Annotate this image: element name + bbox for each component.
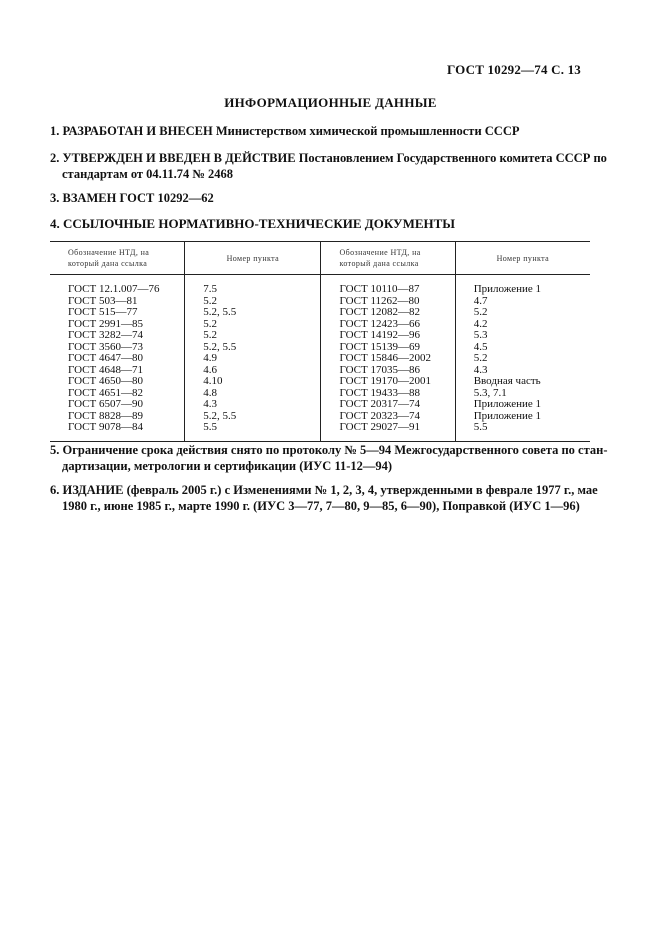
table-row: [50, 307, 590, 319]
doc-cell: ГОСТ 3282—74: [68, 329, 143, 341]
reference-documents-table: [50, 241, 590, 442]
document-title: ИНФОРМАЦИОННЫЕ ДАННЫЕ: [224, 95, 437, 110]
table-row: [50, 399, 590, 411]
info-item-1: [50, 123, 590, 139]
item-heading: ИЗДАНИЕ: [62, 483, 124, 497]
point-cell: 5.3, 7.1: [455, 388, 590, 400]
doc-cell: ГОСТ 20323—74: [321, 411, 455, 423]
point-cell: 5.2, 5.5: [185, 342, 321, 354]
doc-cell: ГОСТ 15846—2002: [321, 353, 455, 365]
doc-cell: ГОСТ 14192—96: [321, 330, 455, 342]
point-cell: 4.8: [185, 388, 321, 400]
item-number: 6.: [50, 483, 60, 497]
doc-cell: ГОСТ 19433—88: [321, 388, 455, 400]
item-number: 1.: [50, 124, 60, 138]
doc-cell: ГОСТ 3560—73: [68, 340, 143, 353]
doc-cell: ГОСТ 9078—84: [50, 422, 185, 441]
doc-cell: ГОСТ 12082—82: [321, 307, 455, 319]
doc-cell: ГОСТ 17035—86: [321, 365, 455, 377]
point-cell: Приложение 1: [455, 411, 590, 423]
item-text: Ограничение срока действия снято по протоколу № 5—94 Межгосударственного совета по стан-: [62, 443, 608, 457]
info-item-5: [50, 442, 608, 474]
doc-cell: ГОСТ 4647—80: [68, 352, 143, 364]
item-heading: РАЗРАБОТАН И ВНЕСЕН: [62, 124, 213, 138]
doc-cell: ГОСТ 515—77: [68, 306, 138, 318]
point-cell: 4.5: [455, 342, 590, 354]
point-cell: 5.2: [185, 296, 321, 308]
doc-cell: ГОСТ 20317—74: [321, 399, 455, 411]
point-cell: 4.3: [455, 365, 590, 377]
table-row: [50, 422, 590, 441]
item-text: (февраль 2005 г.) с Изменениями № 1, 2, 3, 4, утвержденными в феврале 1977 г., мае: [126, 483, 598, 497]
point-cell: 5.5: [185, 422, 321, 441]
item-number: 3.: [50, 191, 60, 205]
header-point-right: Номер пункта: [455, 242, 590, 275]
item-number: 4.: [50, 216, 60, 231]
doc-cell: ГОСТ 12.1.007—76: [68, 283, 160, 295]
point-cell: 5.2, 5.5: [185, 411, 321, 423]
doc-cell: ГОСТ 503—81: [68, 294, 138, 307]
info-item-6: [50, 482, 598, 514]
item-heading: ССЫЛОЧНЫЕ НОРМАТИВНО-ТЕХНИЧЕСКИЕ ДОКУМЕНТЫ: [63, 216, 456, 231]
doc-cell: ГОСТ 29027—91: [321, 422, 455, 441]
doc-cell: ГОСТ 4648—71: [68, 363, 143, 376]
point-cell: Вводная часть: [455, 376, 590, 388]
point-cell: 5.2: [455, 353, 590, 365]
item-text: Постановлением Государственного комитета СССР по: [298, 151, 607, 165]
item-text: Министерством химической промышленности СССР: [215, 124, 520, 138]
table-header-row: [50, 242, 590, 275]
header-doc-right: Обозначение НТД, на который дана ссылка: [321, 242, 455, 275]
point-cell: 5.3: [455, 330, 590, 342]
point-cell: 5.2: [185, 319, 321, 331]
point-cell: 4.10: [185, 376, 321, 388]
item-text-continued: 1980 г., июне 1985 г., марте 1990 г. (ИУС 3—77, 7—80, 9—85, 6—90), Поправкой (ИУС 1—96): [62, 499, 580, 513]
info-item-4: [50, 216, 590, 232]
item-heading: ВЗАМЕН ГОСТ 10292—62: [62, 191, 214, 205]
doc-cell: ГОСТ 19170—2001: [321, 376, 455, 388]
item-number: 5.: [50, 443, 60, 457]
point-cell: 4.3: [185, 399, 321, 411]
point-cell: 4.6: [185, 365, 321, 377]
doc-cell: ГОСТ 2991—85: [68, 317, 143, 330]
point-cell: 5.5: [455, 422, 590, 441]
item-text-continued: стандартам от 04.11.74 № 2468: [62, 167, 234, 181]
point-cell: Приложение 1: [455, 399, 590, 411]
table-row: [50, 330, 590, 342]
info-item-2: [50, 150, 607, 182]
point-cell: 4.9: [185, 353, 321, 365]
point-cell: 5.2: [185, 330, 321, 342]
point-cell: 4.2: [455, 319, 590, 331]
point-cell: 7.5: [185, 275, 321, 296]
doc-cell: ГОСТ 15139—69: [321, 342, 455, 354]
table-row: [50, 275, 590, 296]
point-cell: 4.7: [455, 296, 590, 308]
item-text-continued: дартизации, метрологии и сертификации (ИУС 11-12—94): [62, 459, 393, 473]
point-cell: 5.2, 5.5: [185, 307, 321, 319]
doc-cell: ГОСТ 8828—89: [68, 409, 143, 422]
point-cell: 5.2: [455, 307, 590, 319]
doc-cell: ГОСТ 6507—90: [68, 398, 143, 410]
doc-cell: ГОСТ 11262—80: [321, 296, 455, 308]
page-header: ГОСТ 10292—74 С. 13: [447, 62, 581, 77]
item-number: 2.: [50, 151, 60, 165]
doc-cell: ГОСТ 4651—82: [68, 386, 143, 399]
table-row: [50, 353, 590, 365]
info-item-3: [50, 190, 590, 206]
header-point-left: Номер пункта: [185, 242, 321, 275]
table-row: [50, 376, 590, 388]
point-cell: Приложение 1: [455, 275, 590, 296]
item-heading: УТВЕРЖДЕН И ВВЕДЕН В ДЕЙСТВИЕ: [62, 151, 296, 165]
doc-cell: ГОСТ 4650—80: [68, 375, 143, 387]
header-doc-left: Обозначение НТД, на который дана ссылка: [50, 242, 185, 275]
doc-cell: ГОСТ 12423—66: [321, 319, 455, 331]
doc-cell: ГОСТ 10110—87: [321, 275, 455, 296]
